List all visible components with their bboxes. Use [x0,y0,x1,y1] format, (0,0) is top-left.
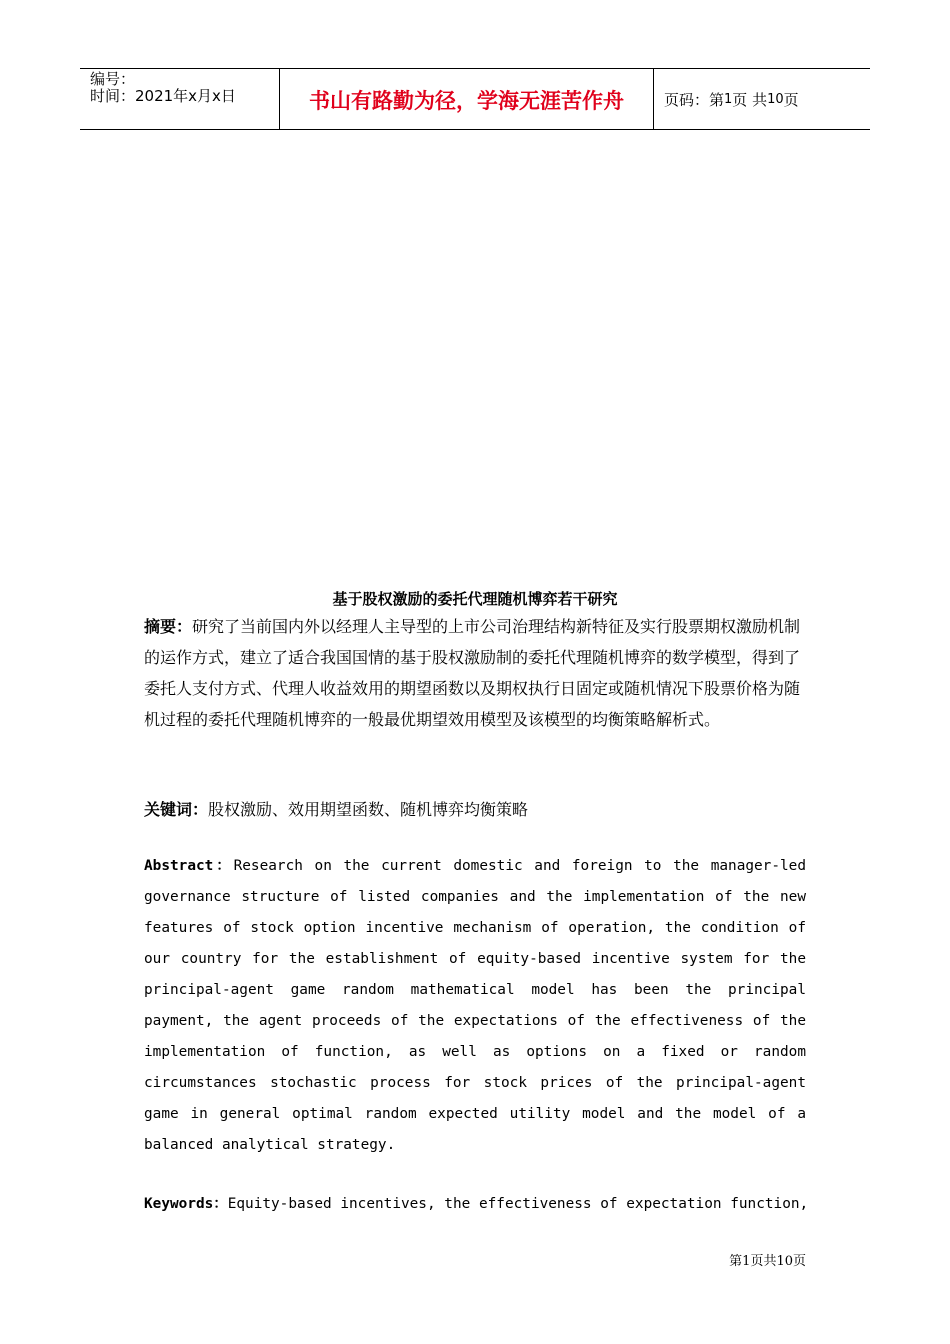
page-footer: 第1页共10页 [729,1254,806,1269]
number-label: 编号： [90,70,136,88]
keywords-cn-label: 关键词： [144,800,209,819]
abstract-en-label: Abstract： [144,858,234,874]
abstract-cn [144,611,806,735]
header-page-info [654,69,870,129]
abstract-cn-text: 研究了当前国内外以经理人主导型的上市公司治理结构新特征及实行股票期权激励机制的运作方式，建立了适合我国国情的基于股权激励制的委托代理随机博弈的数学模型，得到了委托人支付方式、代理人收益效用的期望函数以及期权执行日固定或随机情况下股票价格为随机过程的委托代理随机博弈的一般最优期望效用模型及该模型的均衡策略解析式。 [144,617,801,729]
page-mid: 页 共 [732,90,768,109]
page-header [80,68,870,130]
document-title: 基于股权激励的委托代理随机博弈若干研究 [332,590,618,608]
page-prefix: 页码：第 [664,90,725,109]
abstract-en [144,851,806,1161]
page-suffix: 页 [783,90,799,109]
page-current: 1 [724,91,733,107]
keywords-en-text: Equity-based incentives, the effectiveness of expectation function, [227,1196,809,1212]
header-motto: 书山有路勤为径，学海无涯苦作舟 [280,69,654,129]
abstract-en-text: Research on the current domestic and foreign to the manager-led governance structure of listed companies and the implementation of the new features of stock option incentive mechanism of operation, the condition of our country for the establishment of equity-based incentive system for the principal-agent game random mathematical model has been the principal payment, the agent proceeds of the expectations of the effectiveness of the implementation of function, as well as options on a fixed or random circumstances stochastic process for stock prices of the principal-agent game in general optimal random expected utility model and the model of a balanced analytical strategy. [144,858,807,1153]
abstract-cn-label: 摘要： [144,617,193,636]
header-meta [80,69,280,129]
page-total: 10 [767,91,784,107]
keywords-en-label: Keywords： [144,1196,228,1212]
keywords-cn [144,794,806,825]
keywords-en [144,1189,809,1220]
keywords-cn-text: 股权激励、效用期望函数、随机博弈均衡策略 [208,800,529,819]
time-label: 时间：2021年x月x日 [90,87,236,105]
